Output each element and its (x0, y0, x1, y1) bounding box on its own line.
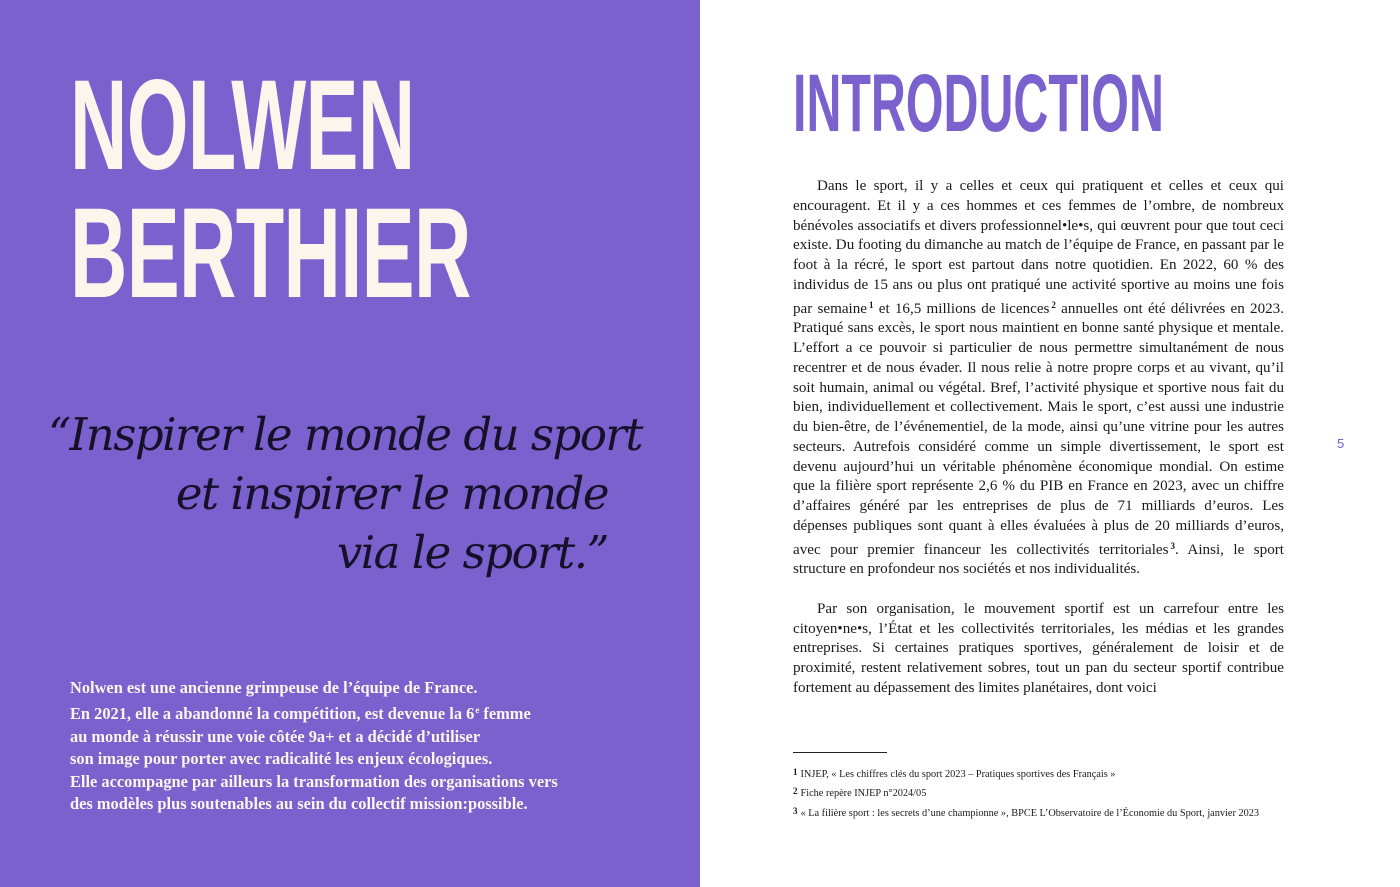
author-name (70, 54, 471, 325)
section-title: INTRODUCTION (793, 58, 1164, 149)
footnote (793, 803, 1293, 822)
quote-line: via le sport.” (336, 526, 608, 579)
bio-line (70, 699, 630, 725)
page-number: 5 (1337, 436, 1345, 451)
footnote-number: 1 (793, 767, 798, 777)
bio-line: au monde à réussir une voie côtée 9a+ et a décidé d’utiliser (70, 726, 481, 746)
footnote-number: 2 (793, 786, 798, 797)
footnote-text: INJEP, « Les chiffres clés du sport 2023 – Pratiques sportives des Français » (800, 769, 1116, 780)
paragraph: Par son organisation, le mouvement sportif est un carrefour entre les citoyen•ne•s, l’État et les collectivités territoriales, les médias et les grandes entreprises. Si certaines pratiques sportives, généralement de loisir et de proximité, restent relativement sobres, tout un pan du secteur sportif contribue fortement au dépassement des limites planétaires, dont voici (793, 600, 1284, 696)
footnote-divider (793, 752, 887, 753)
paragraph-text: . Ainsi, le sport structure en profondeur nos sociétés et nos individualités. (793, 541, 1284, 578)
bio-text: femme (479, 704, 531, 724)
paragraph (793, 177, 1284, 580)
bio-line: son image pour porter avec radicalité les enjeux écologiques. (70, 749, 493, 769)
ordinal-superscript: e (475, 705, 480, 716)
paragraph-text: Dans le sport, il y a celles et ceux qui pratiquent et celles et ceux qui encouragent. Et il y a ces hommes et ces femmes de l’ombre, de nombreux bénévoles associatifs et divers professionnel•le•s, qui œuvrent pour que tout ceci existe. Du footing du dimanche au match de l’équipe de France, en passant par le foot à la récré, le sport est partout dans notre quotidien. En 2022, 60 % des individus de 15 ans ou plus ont pratiqué une activité sportive au moins une fois par semaine (793, 178, 1284, 317)
pull-quote (48, 405, 643, 582)
right-page (700, 0, 1400, 887)
bio-text: En 2021, elle a abandonné la compétition, est devenue la 6 (70, 704, 475, 724)
footnotes (793, 764, 1293, 822)
quote-line: et inspirer le monde (175, 467, 608, 520)
paragraph-text: et 16,5 millions de licences (873, 300, 1050, 317)
footnote-text: « La filière sport : les secrets d’une championne », BPCE L’Observatoire de l’Économie du Sport, janvier 2023 (800, 807, 1260, 819)
author-bio (70, 677, 630, 815)
footnote (793, 783, 1293, 802)
footnote-text: Fiche repère INJEP n°2024/05 (800, 788, 927, 800)
paragraph-text: annuelles ont été délivrées en 2023. Pratiqué sans excès, le sport nous maintient en bonne santé physique et mentale. L’effort a ce pouvoir si particulier de nous permettre simultanément de nous recentrer et de nous évader. Il nous relie à notre propre corps et au vivant, qu’il soit humain, animal ou végétal. Bref, l’activité physique et sportive nous fait du bien, individuellement et collectivement. Mais le sport, c’est aussi une industrie du bien-être, de l’événementiel, de la mode, ainsi qu’une vitrine pour les autres secteurs. Autrefois considéré comme un simple divertissement, le sport est devenu aujourd’hui un véritable phénomène économique mondial. On estime que la filière sport représente 2,6 % du PIB en France en 2023, avec un chiffre d’affaires généré par les entreprises de plus de 71 milliards d’euros. Les dépenses publiques sont quant à elles évaluées à plus de 20 milliards d’euros, avec pour premier financeur les collectivités territoriales (793, 300, 1284, 558)
body-text (793, 177, 1284, 699)
footnote-ref: 1 (868, 299, 874, 310)
author-last-name: BERTHIER (70, 182, 471, 325)
footnote-number: 3 (793, 805, 798, 816)
bio-line: Nolwen est une ancienne grimpeuse de l’équipe de France. (70, 678, 478, 697)
footnote-ref: 3 (1170, 540, 1175, 551)
bio-line: Elle accompagne par ailleurs la transformation des organisations vers (70, 771, 558, 791)
bio-line: des modèles plus soutenables au sein du collectif mission:possible. (70, 794, 528, 814)
footnote-ref: 2 (1051, 299, 1056, 310)
footnote (793, 764, 1293, 783)
quote-line: “Inspirer le monde du sport (48, 408, 643, 461)
author-first-name: NOLWEN (70, 54, 415, 197)
